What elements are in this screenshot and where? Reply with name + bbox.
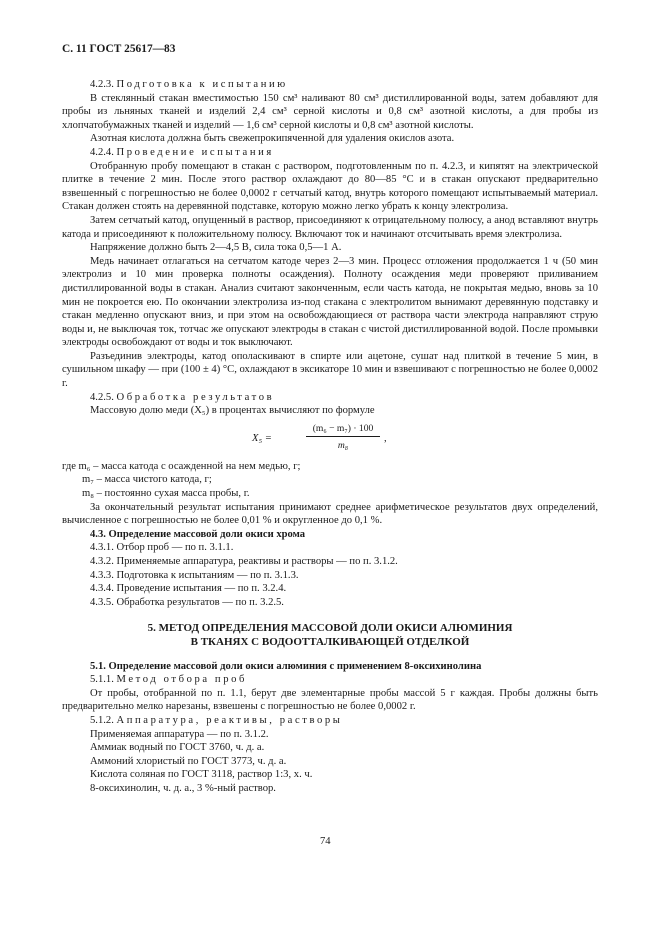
section-heading-4-2-3: 4.2.3. Подготовка к испытанию <box>90 79 288 90</box>
paragraph: Напряжение должно быть 2—4,5 В, сила тока 0,5—1 А. <box>90 242 342 254</box>
paragraph: В стеклянный стакан вместимостью 150 см³ наливают 80 см³ дистиллированной воды, затем добавляют для пробы из льняных тканей и изделий 2,4 см³ серной кислоты и 0,8 см³ азотной кислоты, а для пробы из хлопчатобумажных тканей и изделий — 1,6 см³ серной кислоты и 0,8 см³ азотной кислоты. <box>62 92 598 131</box>
section-5-title <box>62 622 598 649</box>
paragraph: Азотная кислота должна быть свежепрокипяченной для удаления окислов азота. <box>90 133 455 145</box>
variable-definition: m₇ – масса чистого катода, г; <box>82 474 212 486</box>
paragraph: Медь начинает отлагаться на сетчатом катоде через 2—3 мин. Процесс отложения продолжается 1 ч (50 мин электролиз и 10 мин проверка полноты осаждения). Полноту осаждения меди проверяют приливанием дистиллированной воды в стакан. Анализ считают законченным, если часть катода, не покрытая медью, вновь за 10 мин не покроется ею. По окончании электролиза из-под стакана с электролитом вынимают деревянную подставку и стакан медленно опускают вниз, и при этом на освобождающиеся от раствора части электрода направляют струю воды и, не выключая ток, тотчас же опускают электроды в стакан с чистой дистиллированной водой. После промывки электроды освобождают от воды и ток выключают. <box>62 255 598 349</box>
paragraph: От пробы, отобранной по п. 1.1, берут две элементарные пробы массой 5 г каждая. Пробы должны быть предварительно мелко нарезаны, взвешены с погрешностью не более 0,0002 г. <box>62 687 598 713</box>
section-heading-4-2-5: 4.2.5. Обработка результатов <box>90 391 275 403</box>
fraction-bar <box>306 436 380 437</box>
list-item: 4.3.5. Обработка результатов — по п. 3.2.5. <box>90 596 284 608</box>
section-heading-4-2-4: 4.2.4. Проведение испытания <box>90 146 274 158</box>
formula-comma: , <box>384 432 387 444</box>
list-item: Аммиак водный по ГОСТ 3760, ч. д. а. <box>90 742 265 754</box>
paragraph: Массовую долю меди (X₅) в процентах вычисляют по формуле <box>90 405 375 417</box>
formula-lhs: X₅ = <box>252 432 272 444</box>
variable-definition: m₈ – постоянно сухая масса пробы, г. <box>82 488 250 500</box>
paragraph: Разъединив электроды, катод ополаскивают в спирте или ацетоне, сушат над плиткой в течение 5 мин, в сушильном шкафу — при (100 ± 4) °С, охлаждают в эксикаторе 10 мин и взвешивают с погрешностью не более 0,0002 г. <box>62 350 598 390</box>
section-heading-5-1-2: 5.1.2. Аппаратура, реактивы, растворы <box>90 714 343 726</box>
paragraph: Затем сетчатый катод, опущенный в раствор, присоединяют к отрицательному полюсу, а анод вставляют внутрь катода и присоединяют к положительному полюсу. Включают ток и начинают отсчитывать время электролиза. <box>62 214 598 240</box>
page-body <box>62 78 598 796</box>
list-item: 4.3.2. Применяемые аппаратура, реактивы и растворы — по п. 3.1.2. <box>90 556 398 567</box>
page-number: 74 <box>320 836 331 847</box>
section-5-title-line: 5. МЕТОД ОПРЕДЕЛЕНИЯ МАССОВОЙ ДОЛИ ОКИСИ АЛЮМИНИЯ <box>147 622 513 635</box>
section-heading-5-1: 5.1. Определение массовой доли окиси алюминия с применением 8-оксихинолина <box>90 660 482 672</box>
list-item: Кислота соляная по ГОСТ 3118, раствор 1:3, х. ч. <box>90 769 313 781</box>
list-item: 4.3.1. Отбор проб — по п. 3.1.1. <box>90 542 234 554</box>
copper-formula <box>62 422 598 458</box>
list-item: 8-оксихинолин, ч. д. а., 3 %-ный раствор. <box>90 782 276 794</box>
paragraph: За окончательный результат испытания принимают среднее арифметическое результатов двух определений, вычисленное с погрешностью не более 0,01 % и округленное до 0,1 %. <box>62 501 598 527</box>
section-heading-4-3: 4.3. Определение массовой доли окиси хрома <box>90 528 306 540</box>
list-item: 4.3.3. Подготовка к испытаниям — по п. 3.1.3. <box>90 569 299 581</box>
list-item: Аммоний хлористый по ГОСТ 3773, ч. д. а. <box>90 755 287 767</box>
section-heading-5-1-1: 5.1.1. Метод отбора проб <box>90 674 247 686</box>
variable-definition: где m₆ – масса катода с осажденной на нем медью, г; <box>62 460 301 472</box>
page-header: С. 11 ГОСТ 25617—83 <box>62 43 176 55</box>
list-item: Применяемая аппаратура — по п. 3.1.2. <box>90 728 269 740</box>
formula-numerator: (m₆ − m₇) · 100 <box>312 422 374 434</box>
paragraph: Отобранную пробу помещают в стакан с раствором, подготовленным по п. 4.2.3, и кипятят на электрической плитке в течение 2 мин. После этого раствор охлаждают до 80—85 °С и в стакан опускают предварительно взвешенный с погрешностью не более 0,0002 г сетчатый катод, внутрь которого помещают испытываемый материал. Стакан должен стоять на деревянной подставке, которую можно легко убрать к концу электролиза. <box>62 160 598 213</box>
formula-denominator: m₈ <box>337 439 349 451</box>
section-5-title-line: В ТКАНЯХ С ВОДООТТАЛКИВАЮЩЕЙ ОТДЕЛКОЙ <box>190 635 470 648</box>
list-item: 4.3.4. Проведение испытания — по п. 3.2.4. <box>90 583 287 595</box>
